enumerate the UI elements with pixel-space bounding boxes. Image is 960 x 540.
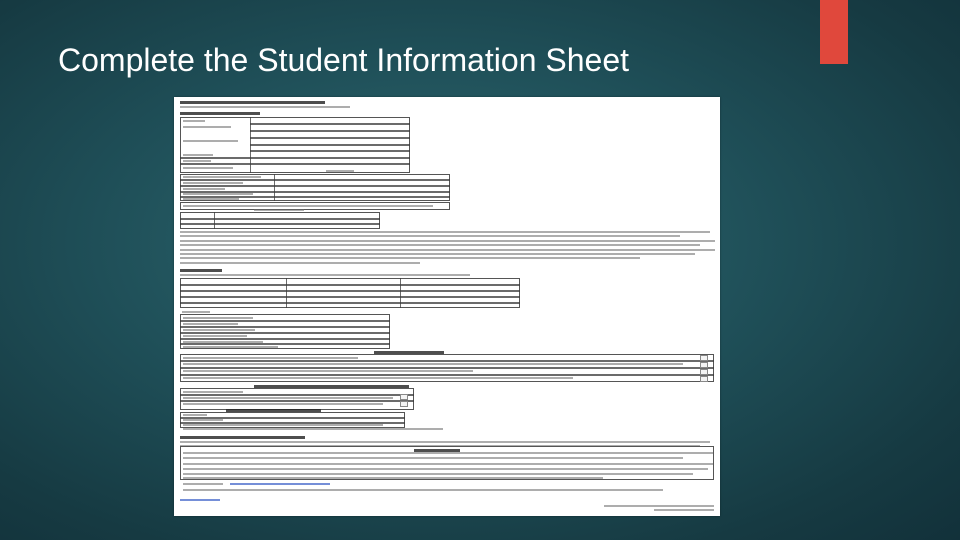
slide-title: Complete the Student Information Sheet (58, 42, 630, 78)
student-information-sheet-image (174, 97, 720, 516)
accent-bar (820, 0, 848, 64)
